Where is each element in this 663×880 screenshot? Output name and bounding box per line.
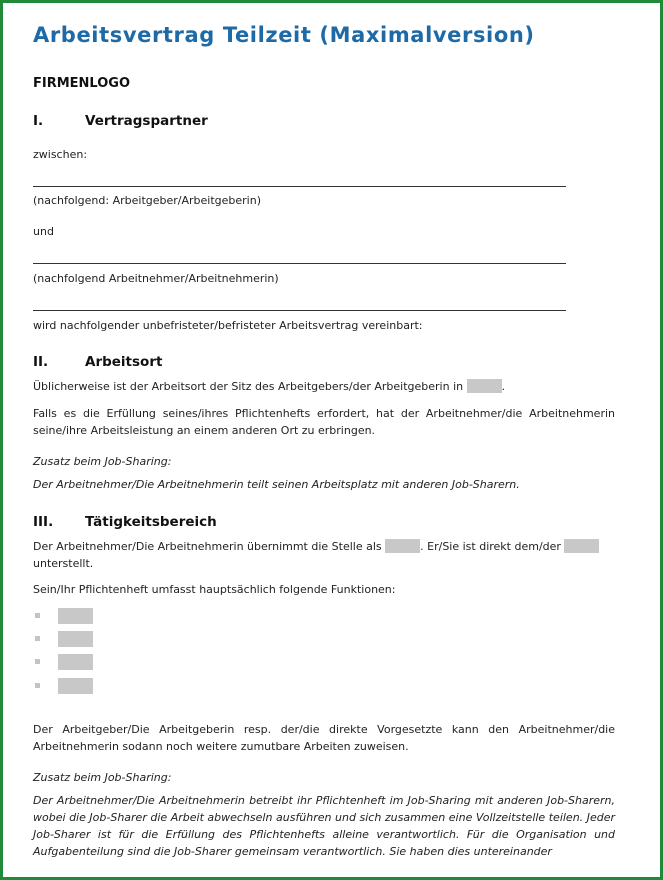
function-placeholder-field xyxy=(58,678,93,694)
arbeitsort-paragraph-2: Falls es die Erfüllung seines/ihres Pflichtenhefts erfordert, hat der Arbeitnehmer/die Arbeitnehmerin seine/ihre Arbeitsleistung an einem anderen Ort zu erbringen. xyxy=(33,407,615,437)
vereinbart-text: wird nachfolgender unbefristeter/befristeter Arbeitsvertrag vereinbart: xyxy=(33,319,423,332)
arbeitsort-placeholder-field xyxy=(467,379,502,393)
section-title: Tätigkeitsbereich xyxy=(85,514,217,530)
function-list-item xyxy=(33,654,113,671)
pflichtenheft-intro: Sein/Ihr Pflichtenheft umfasst hauptsächlich folgende Funktionen: xyxy=(33,583,396,596)
arbeitsort-paragraph-1 xyxy=(33,378,615,395)
arbeitsort-text: Üblicherweise ist der Arbeitsort der Sitz des Arbeitgebers/der Arbeitgeberin in xyxy=(33,380,464,393)
additional-signature-line xyxy=(33,310,566,311)
arbeitnehmer-label: (nachfolgend Arbeitnehmer/Arbeitnehmerin) xyxy=(33,272,279,285)
function-list-item xyxy=(33,608,113,625)
section-title: Arbeitsort xyxy=(85,354,163,370)
bullet-icon xyxy=(35,659,40,664)
zwischen-text: zwischen: xyxy=(33,148,88,161)
function-list-item xyxy=(33,631,113,648)
bullet-icon xyxy=(35,613,40,618)
taetigkeit-paragraph-1 xyxy=(33,538,615,572)
section-heading-arbeitsort xyxy=(33,354,162,371)
unterstellt-text: unterstellt. xyxy=(33,557,94,570)
und-text: und xyxy=(33,225,54,238)
function-list-item xyxy=(33,678,113,695)
stelle-text: Der Arbeitnehmer/Die Arbeitnehmerin übernimmt die Stelle als xyxy=(33,540,382,553)
function-placeholder-field xyxy=(58,631,93,647)
arbeitgeber-label: (nachfolgend: Arbeitgeber/Arbeitgeberin) xyxy=(33,194,261,207)
section-heading-taetigkeitsbereich xyxy=(33,514,217,531)
vorgesetzter-placeholder-field xyxy=(564,539,599,553)
section-number: III. xyxy=(33,514,54,530)
arbeitsort-zusatz-text: Der Arbeitnehmer/Die Arbeitnehmerin teilt seinen Arbeitsplatz mit anderen Job-Sharern. xyxy=(33,478,520,491)
stelle-placeholder-field xyxy=(385,539,420,553)
function-placeholder-field xyxy=(58,608,93,624)
company-logo-placeholder: FIRMENLOGO xyxy=(33,76,131,91)
arbeitsort-zusatz-heading: Zusatz beim Job-Sharing: xyxy=(33,455,172,468)
taetigkeit-zusatz-heading: Zusatz beim Job-Sharing: xyxy=(33,771,172,784)
section-number: II. xyxy=(33,354,49,370)
arbeitnehmer-signature-line xyxy=(33,263,566,264)
section-title: Vertragspartner xyxy=(85,113,208,129)
bullet-icon xyxy=(35,636,40,641)
vorgesetzter-text: . Er/Sie ist direkt dem/der xyxy=(420,540,561,553)
period: . xyxy=(501,380,506,393)
section-number: I. xyxy=(33,113,44,129)
section-heading-vertragspartner xyxy=(33,113,208,130)
taetigkeit-zusatz-text: Der Arbeitnehmer/Die Arbeitnehmerin betreibt ihr Pflichtenheft im Job-Sharing mit anderen Job-Sharern, wobei die Job-Sharer die Arbeit abwechseln ausführen und sich zusammen eine Vollzeitstelle teilen. Jeder Job-Sharer ist für die Erfüllung des Pflichtenhefts alleine verantwortlich. Für die Organisation und Aufgabenteilung sind die Job-Sharer gemeinsam verantwortlich. Sie haben dies untereinander xyxy=(33,794,615,858)
arbeitgeber-signature-line xyxy=(33,186,566,187)
bullet-icon xyxy=(35,683,40,688)
function-placeholder-field xyxy=(58,654,93,670)
weitere-arbeiten-paragraph: Der Arbeitgeber/Die Arbeitgeberin resp. der/die direkte Vorgesetzte kann den Arbeitnehmer/die Arbeitnehmerin sodann noch weitere zumutbare Arbeiten zuweisen. xyxy=(33,723,615,753)
document-title: Arbeitsvertrag Teilzeit (Maximalversion) xyxy=(33,23,535,47)
